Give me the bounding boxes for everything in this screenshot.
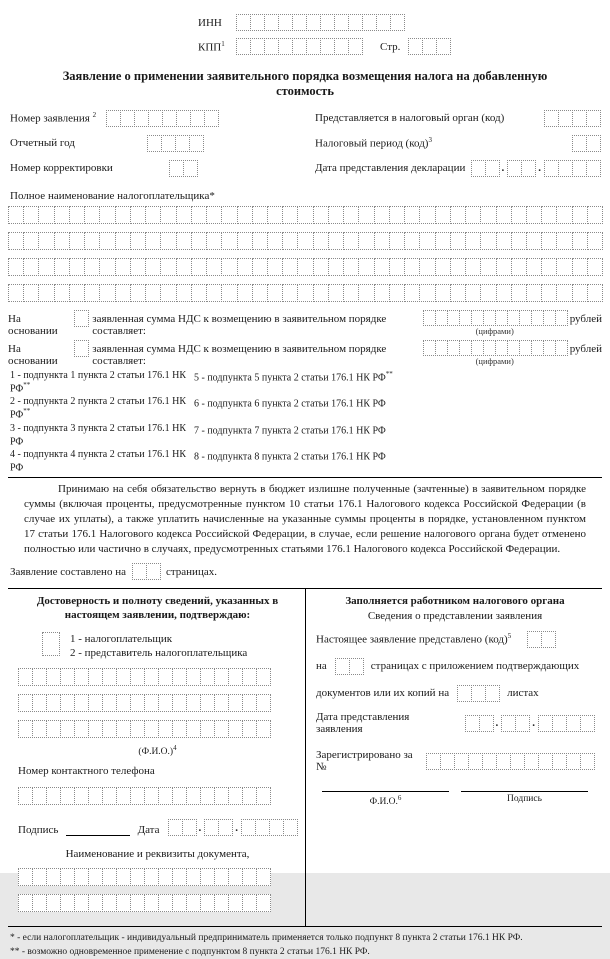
tax-office-panel [305,589,602,926]
fio-caption: $(Ф.И.О.)^4$ [138,744,177,758]
signature-line[interactable] [66,823,129,836]
legend-item-6: 6 - подпункта 6 пункта 2 статьи 176.1 НК РФ [194,398,386,410]
refund-sum-field[interactable] [423,340,567,356]
confirmation-heading: Достоверность и полноту сведений, указанных в настоящем заявлении, подтверждаю: [36,595,279,622]
taxpayer-name-field[interactable] [8,206,602,302]
declaration-date-label: Дата представления декларации [315,162,466,174]
signer-type-row [42,632,297,660]
basis-legend [10,370,600,473]
application-number-row [10,109,305,127]
page-number-label: Стр. [380,40,401,53]
taxpayer-name-label: Полное наименование налогоплательщика* [10,190,215,202]
declaration-date-field[interactable]: . . [471,160,601,177]
tax-office-fio: Ф.И.О.$^6$ [316,791,455,807]
signer-type-options [70,632,247,660]
basis-code-field[interactable] [74,310,88,327]
tax-authority-row [305,109,600,127]
form-title: Заявление о применении заявительного порядка возмещения налога на добавленную стоимость [62,69,548,98]
signer-type-field[interactable] [42,632,60,656]
pages-count-field[interactable] [132,563,160,580]
tax-period-row [305,134,600,152]
basis-text: заявленная сумма НДС к возмещению в заявительном порядке составляет: [92,343,387,367]
basis-code-field[interactable] [74,340,88,357]
tax-authority-label: Представляется в налоговый орган (код) [315,112,505,124]
report-year-label: Отчетный год [10,137,75,149]
submission-date-label: Дата представления заявления [316,711,410,736]
legend-item-4: 4 - подпункта 4 пункта 2 статьи 176.1 НК РФ [10,448,186,474]
registration-row [316,749,594,773]
footnote-1: * - если налогоплательщик - индивидуальный предприниматель применяется только подпункт 8 пункта 2 статьи 176.1 НК РФ. [10,933,523,944]
legend-item-2: 2 - подпункта 2 пункта 2 статьи 176.1 НК РФ** [10,396,186,421]
officer-signature-line[interactable] [461,791,588,792]
taxpayer-confirmation-panel [8,589,305,926]
sheets-field[interactable] [457,685,499,702]
info-left-column [10,109,305,184]
report-year-field[interactable] [147,135,203,152]
sheets-suffix: листах [507,687,539,700]
rubles-label: рублей [569,343,602,355]
signer-fio-field[interactable] [18,668,270,738]
info-right-column [305,109,600,184]
inn-label: ИНН [198,16,222,29]
info-section [10,109,600,184]
tax-period-code-field[interactable] [572,135,600,152]
id-block [198,14,498,55]
footnote-2: ** - возможно одновременное применение с подпунктом 8 пункта 2 статьи 176.1 НК РФ. [10,947,370,958]
declaration-date-row [305,159,600,177]
pages-count-prefix: Заявление составлено на [10,565,126,578]
phone-label: Номер контактного телефона [18,765,155,778]
registration-label: Зарегистрировано за № [316,749,413,774]
tax-period-label: Налоговый период (код)$^3$ [315,136,432,150]
correction-number-field[interactable] [169,160,197,177]
pages-suffix: страницах с приложением подтверждающих [370,660,580,673]
correction-number-row [10,159,305,177]
pages-prefix: на [316,660,327,673]
legend-item-8: 8 - подпункта 8 пункта 2 статьи 176.1 НК РФ [194,451,386,463]
tax-authority-code-field[interactable] [544,110,600,127]
sheets-prefix: документов или их копий на [316,687,450,700]
sum-hint: (цифрами) [475,326,514,336]
kpp-field[interactable] [236,38,362,55]
pages-field[interactable] [335,658,363,675]
basis-row-1 [8,310,602,337]
basis-text: заявленная сумма НДС к возмещению в заявительном порядке составляет: [92,313,387,337]
registration-number-field[interactable] [426,753,594,770]
sum-hint: (цифрами) [475,356,514,366]
fio-signature-line[interactable] [322,791,449,792]
pages-count-row [10,563,600,580]
basis-prefix: На основании [8,313,58,337]
legend-item-1: 1 - подпункта 1 пункта 2 статьи 176.1 НК РФ** [10,370,186,395]
kpp-row [198,38,498,55]
submission-date-field[interactable]: . . [465,715,595,732]
pages-row [316,657,594,675]
pages-count-suffix: страницах. [165,565,217,578]
page-number-field[interactable] [408,38,450,55]
tax-office-subheading: Сведения о представлении заявления [367,610,543,623]
tax-office-sign: Подпись [455,791,594,807]
submitted-code-row [316,630,594,648]
submitted-code-label: Настоящее заявление представлено (код)$^5$ [316,632,512,647]
signature-section [8,588,602,927]
application-number-field[interactable] [106,110,218,127]
basis-row-2 [8,340,602,367]
signature-date-field[interactable]: . . [168,819,298,836]
date-label: Дата [137,824,160,837]
divider [8,477,602,478]
legend-item-7: 7 - подпункта 7 пункта 2 статьи 176.1 НК РФ [194,424,386,436]
document-details-field[interactable] [18,868,270,912]
inn-row [198,14,498,31]
document-title: Наименование и реквизиты документа, [65,848,250,861]
phone-field[interactable] [18,787,270,805]
kpp-label: КПП$^1$ [198,39,225,54]
refund-sum-field[interactable] [423,310,567,326]
submission-date-row [316,711,594,735]
footnotes [10,931,600,959]
rubles-label: рублей [569,313,602,325]
signature-label: Подпись [18,824,59,837]
legend-item-5: 5 - подпункта 5 пункта 2 статьи 176.1 НК РФ** [194,370,393,384]
report-year-row [10,134,305,152]
signer-option-taxpayer: 1 - налогоплательщик [70,633,173,646]
basis-prefix: На основании [8,343,58,367]
correction-number-label: Номер корректировки [10,162,113,174]
tax-office-heading: Заполняется работником налогового органа [345,595,565,608]
sheets-row [316,684,594,702]
signer-option-representative: 2 - представитель налогоплательщика [70,647,248,660]
signature-date-row [18,819,297,836]
inn-field[interactable] [236,14,404,31]
legend-item-3: 3 - подпункта 3 пункта 2 статьи 176.1 НК РФ [10,422,186,447]
tax-office-signatures [316,791,594,807]
submitted-code-field[interactable] [527,631,555,648]
obligation-text: Принимаю на себя обязательство вернуть в бюджет излишне полученные (зачтенные) в заявительном порядке суммы (включая проценты, предусмотренные пунктом 10 статьи 176.1 Налогового кодекса Российской Федерации (в случае их уплаты), а также уплатить начисленные на указанные суммы проценты в порядке, установленном пунктом 17 статьи 176.1 Налогового кодекса Российской Федерации, в случае, если решение налогового органа будет отменено полностью или частично в случаях, предусмотренных статьями 176.1 Налогового кодекса Российской Федерации. [24,483,586,556]
application-number-label: Номер заявления $^2$ [10,111,97,125]
